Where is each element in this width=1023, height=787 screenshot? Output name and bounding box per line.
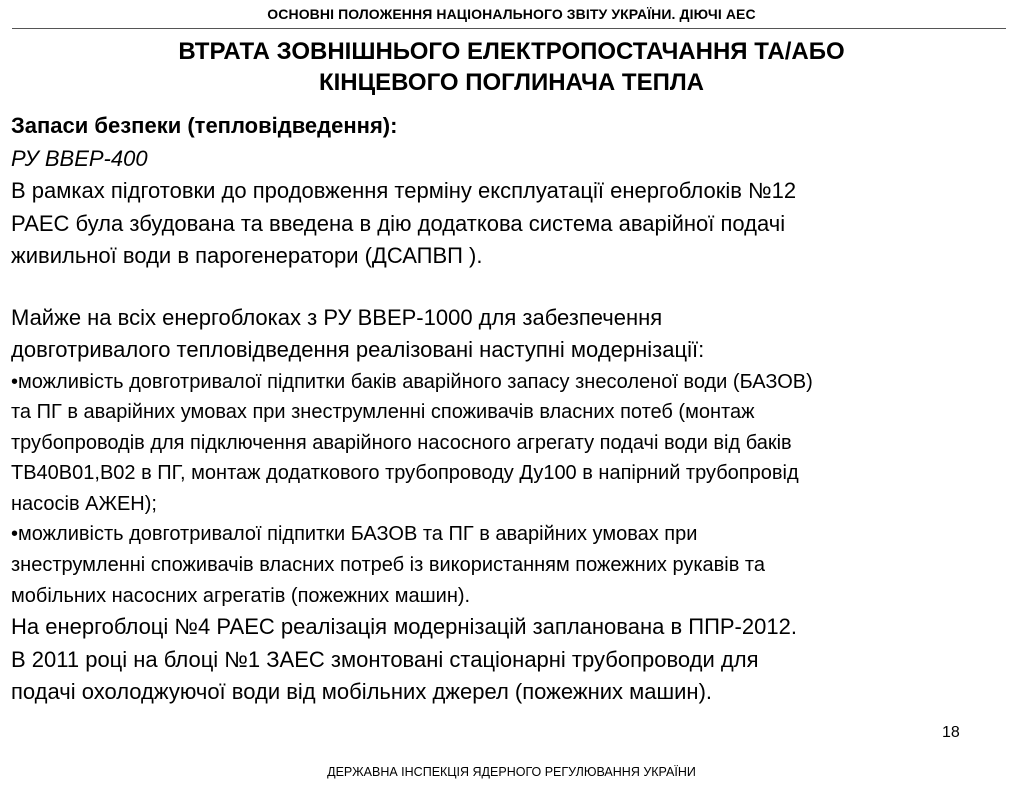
text-line: довготривалого тепловідведення реалізовані наступні модернізації:	[11, 337, 705, 362]
section-heading: Запаси безпеки (тепловідведення):	[11, 113, 398, 138]
text-line: Майже на всіх енергоблоках з РУ ВВЕР-1000 для забезпечення	[11, 304, 663, 330]
text-line: В 2011 році на блоці №1 ЗАЕС змонтовані стаціонарні трубопроводи для	[11, 646, 759, 672]
text-line: РАЕС була збудована та введена в дію додаткова система аварійної подачі	[11, 210, 786, 236]
page-number: 18	[942, 724, 960, 741]
text-line: насосів АЖЕН);	[11, 492, 157, 515]
bullet-item-1	[11, 367, 1011, 520]
slide-title-line-2: КІНЦЕВОГО ПОГЛИНАЧА ТЕПЛА	[318, 69, 705, 96]
header-divider	[12, 28, 1006, 29]
text-line: В рамках підготовки до продовження терміну експлуатації енергоблоків №12	[11, 178, 797, 203]
text-line: •можливість довготривалої підпитки баків аварійного запасу знесоленої води (БАЗОВ)	[11, 370, 813, 393]
bullet-item-2	[11, 519, 1011, 611]
text-line: та ПГ в аварійних умовах при знеструмленні споживачів власних потеб (монтаж	[11, 401, 755, 424]
slide-title-line-1: ВТРАТА ЗОВНІШНЬОГО ЕЛЕКТРОПОСТАЧАННЯ ТА/АБО	[178, 38, 845, 65]
paragraph-gap	[11, 273, 1011, 302]
slide-content	[11, 110, 1011, 709]
text-line: живильної води в парогенератори (ДСАПВП ).	[11, 243, 483, 268]
text-line: мобільних насосних агрегатів (пожежних машин).	[11, 584, 471, 607]
text-line: подачі охолоджуючої води від мобільних джерел (пожежних машин).	[11, 679, 713, 705]
text-line: На енергоблоці №4 РАЕС реалізація модернізацій запланована в ППР-2012.	[11, 614, 797, 640]
text-line: трубопроводів для підключення аварійного насосного агрегату подачі води від баків	[11, 431, 792, 454]
reactor-subheading: РУ ВВЕР-400	[11, 145, 148, 171]
paragraph-2	[11, 302, 1011, 367]
text-line: знеструмленні споживачів власних потреб із використанням пожежних рукавів та	[11, 554, 765, 577]
slide-title	[0, 36, 1023, 98]
text-line: •можливість довготривалої підпитки БАЗОВ та ПГ в аварійних умовах при	[11, 523, 698, 546]
text-line: ТВ40В01,В02 в ПГ, монтаж додаткового трубопроводу Ду100 в напірний трубопровід	[11, 462, 799, 485]
header-top: ОСНОВНІ ПОЛОЖЕННЯ НАЦІОНАЛЬНОГО ЗВІТУ УКРАЇНИ. ДІЮЧІ АЕС	[267, 6, 756, 22]
paragraph-1	[11, 175, 1011, 273]
footer-text: ДЕРЖАВНА ІНСПЕКЦІЯ ЯДЕРНОГО РЕГУЛЮВАННЯ УКРАЇНИ	[327, 765, 696, 779]
paragraph-3	[11, 611, 1011, 709]
